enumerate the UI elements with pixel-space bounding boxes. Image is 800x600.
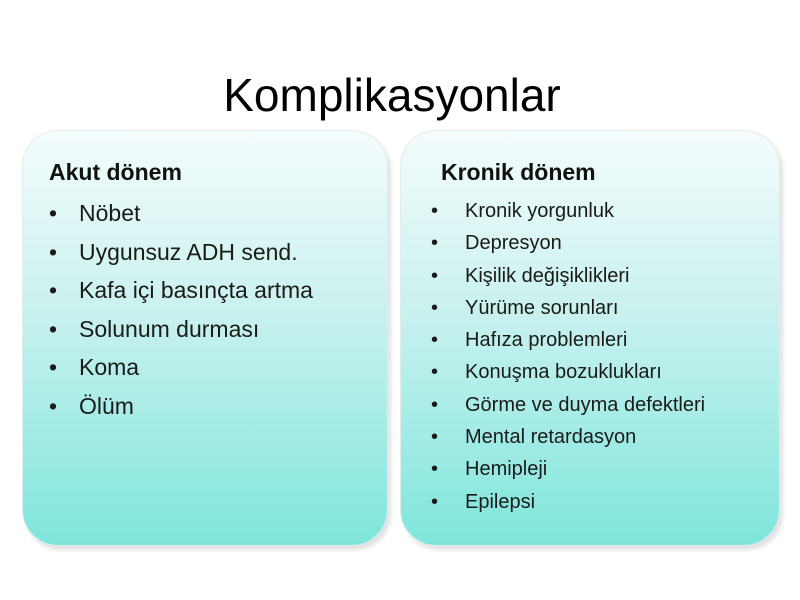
list-item-label: Hafıza problemleri bbox=[465, 329, 628, 352]
bullet-icon: • bbox=[431, 490, 439, 513]
chronic-period-list bbox=[431, 199, 705, 522]
list-item-label: Uygunsuz ADH send. bbox=[79, 238, 298, 265]
list-item-label: Görme ve duyma defektleri bbox=[465, 393, 706, 416]
acute-period-list bbox=[49, 199, 313, 430]
list-item-label: Nöbet bbox=[79, 200, 141, 226]
list-item-label: Kronik yorgunluk bbox=[465, 200, 614, 222]
list-item-label: Kafa içi basınçta artma bbox=[79, 277, 313, 303]
list-item bbox=[431, 264, 705, 296]
slide-title: Komplikasyonlar bbox=[223, 69, 561, 121]
bullet-icon: • bbox=[49, 354, 58, 380]
bullet-icon: • bbox=[49, 238, 58, 265]
list-item bbox=[49, 238, 313, 277]
list-item bbox=[431, 393, 705, 425]
list-item bbox=[49, 315, 313, 354]
list-item-label: Ölüm bbox=[79, 392, 134, 419]
list-item-label: Kişilik değişiklikleri bbox=[465, 264, 630, 287]
list-item bbox=[49, 276, 313, 315]
acute-period-heading: Akut dönem bbox=[49, 159, 182, 185]
bullet-icon: • bbox=[431, 264, 439, 287]
bullet-icon: • bbox=[431, 296, 439, 319]
list-item bbox=[431, 360, 705, 392]
list-item bbox=[49, 353, 313, 392]
bullet-icon: • bbox=[431, 329, 439, 352]
bullet-icon: • bbox=[431, 458, 439, 481]
list-item bbox=[431, 199, 705, 231]
bullet-icon: • bbox=[49, 277, 58, 303]
list-item-label: Konuşma bozuklukları bbox=[465, 361, 662, 384]
list-item bbox=[431, 231, 705, 263]
list-item-label: Yürüme sorunları bbox=[465, 296, 619, 319]
bullet-icon: • bbox=[431, 200, 439, 222]
chronic-period-panel bbox=[400, 130, 780, 546]
list-item bbox=[49, 199, 313, 238]
bullet-icon: • bbox=[431, 232, 439, 255]
list-item-label: Koma bbox=[79, 354, 140, 380]
bullet-icon: • bbox=[431, 393, 439, 416]
list-item-label: Mental retardasyon bbox=[465, 426, 637, 449]
list-item bbox=[431, 490, 705, 522]
chronic-period-heading: Kronik dönem bbox=[441, 159, 596, 185]
list-item bbox=[431, 425, 705, 457]
bullet-icon: • bbox=[431, 426, 439, 449]
list-item bbox=[431, 296, 705, 328]
bullet-icon: • bbox=[49, 315, 58, 342]
list-item bbox=[431, 457, 705, 489]
list-item-label: Epilepsi bbox=[465, 490, 536, 513]
bullet-icon: • bbox=[431, 361, 439, 384]
bullet-icon: • bbox=[49, 392, 58, 419]
list-item-label: Depresyon bbox=[465, 232, 562, 255]
list-item-label: Solunum durması bbox=[79, 315, 260, 342]
list-item-label: Hemipleji bbox=[465, 458, 548, 481]
acute-period-panel bbox=[22, 130, 388, 546]
list-item bbox=[431, 328, 705, 360]
list-item bbox=[49, 392, 313, 431]
bullet-icon: • bbox=[49, 200, 58, 226]
